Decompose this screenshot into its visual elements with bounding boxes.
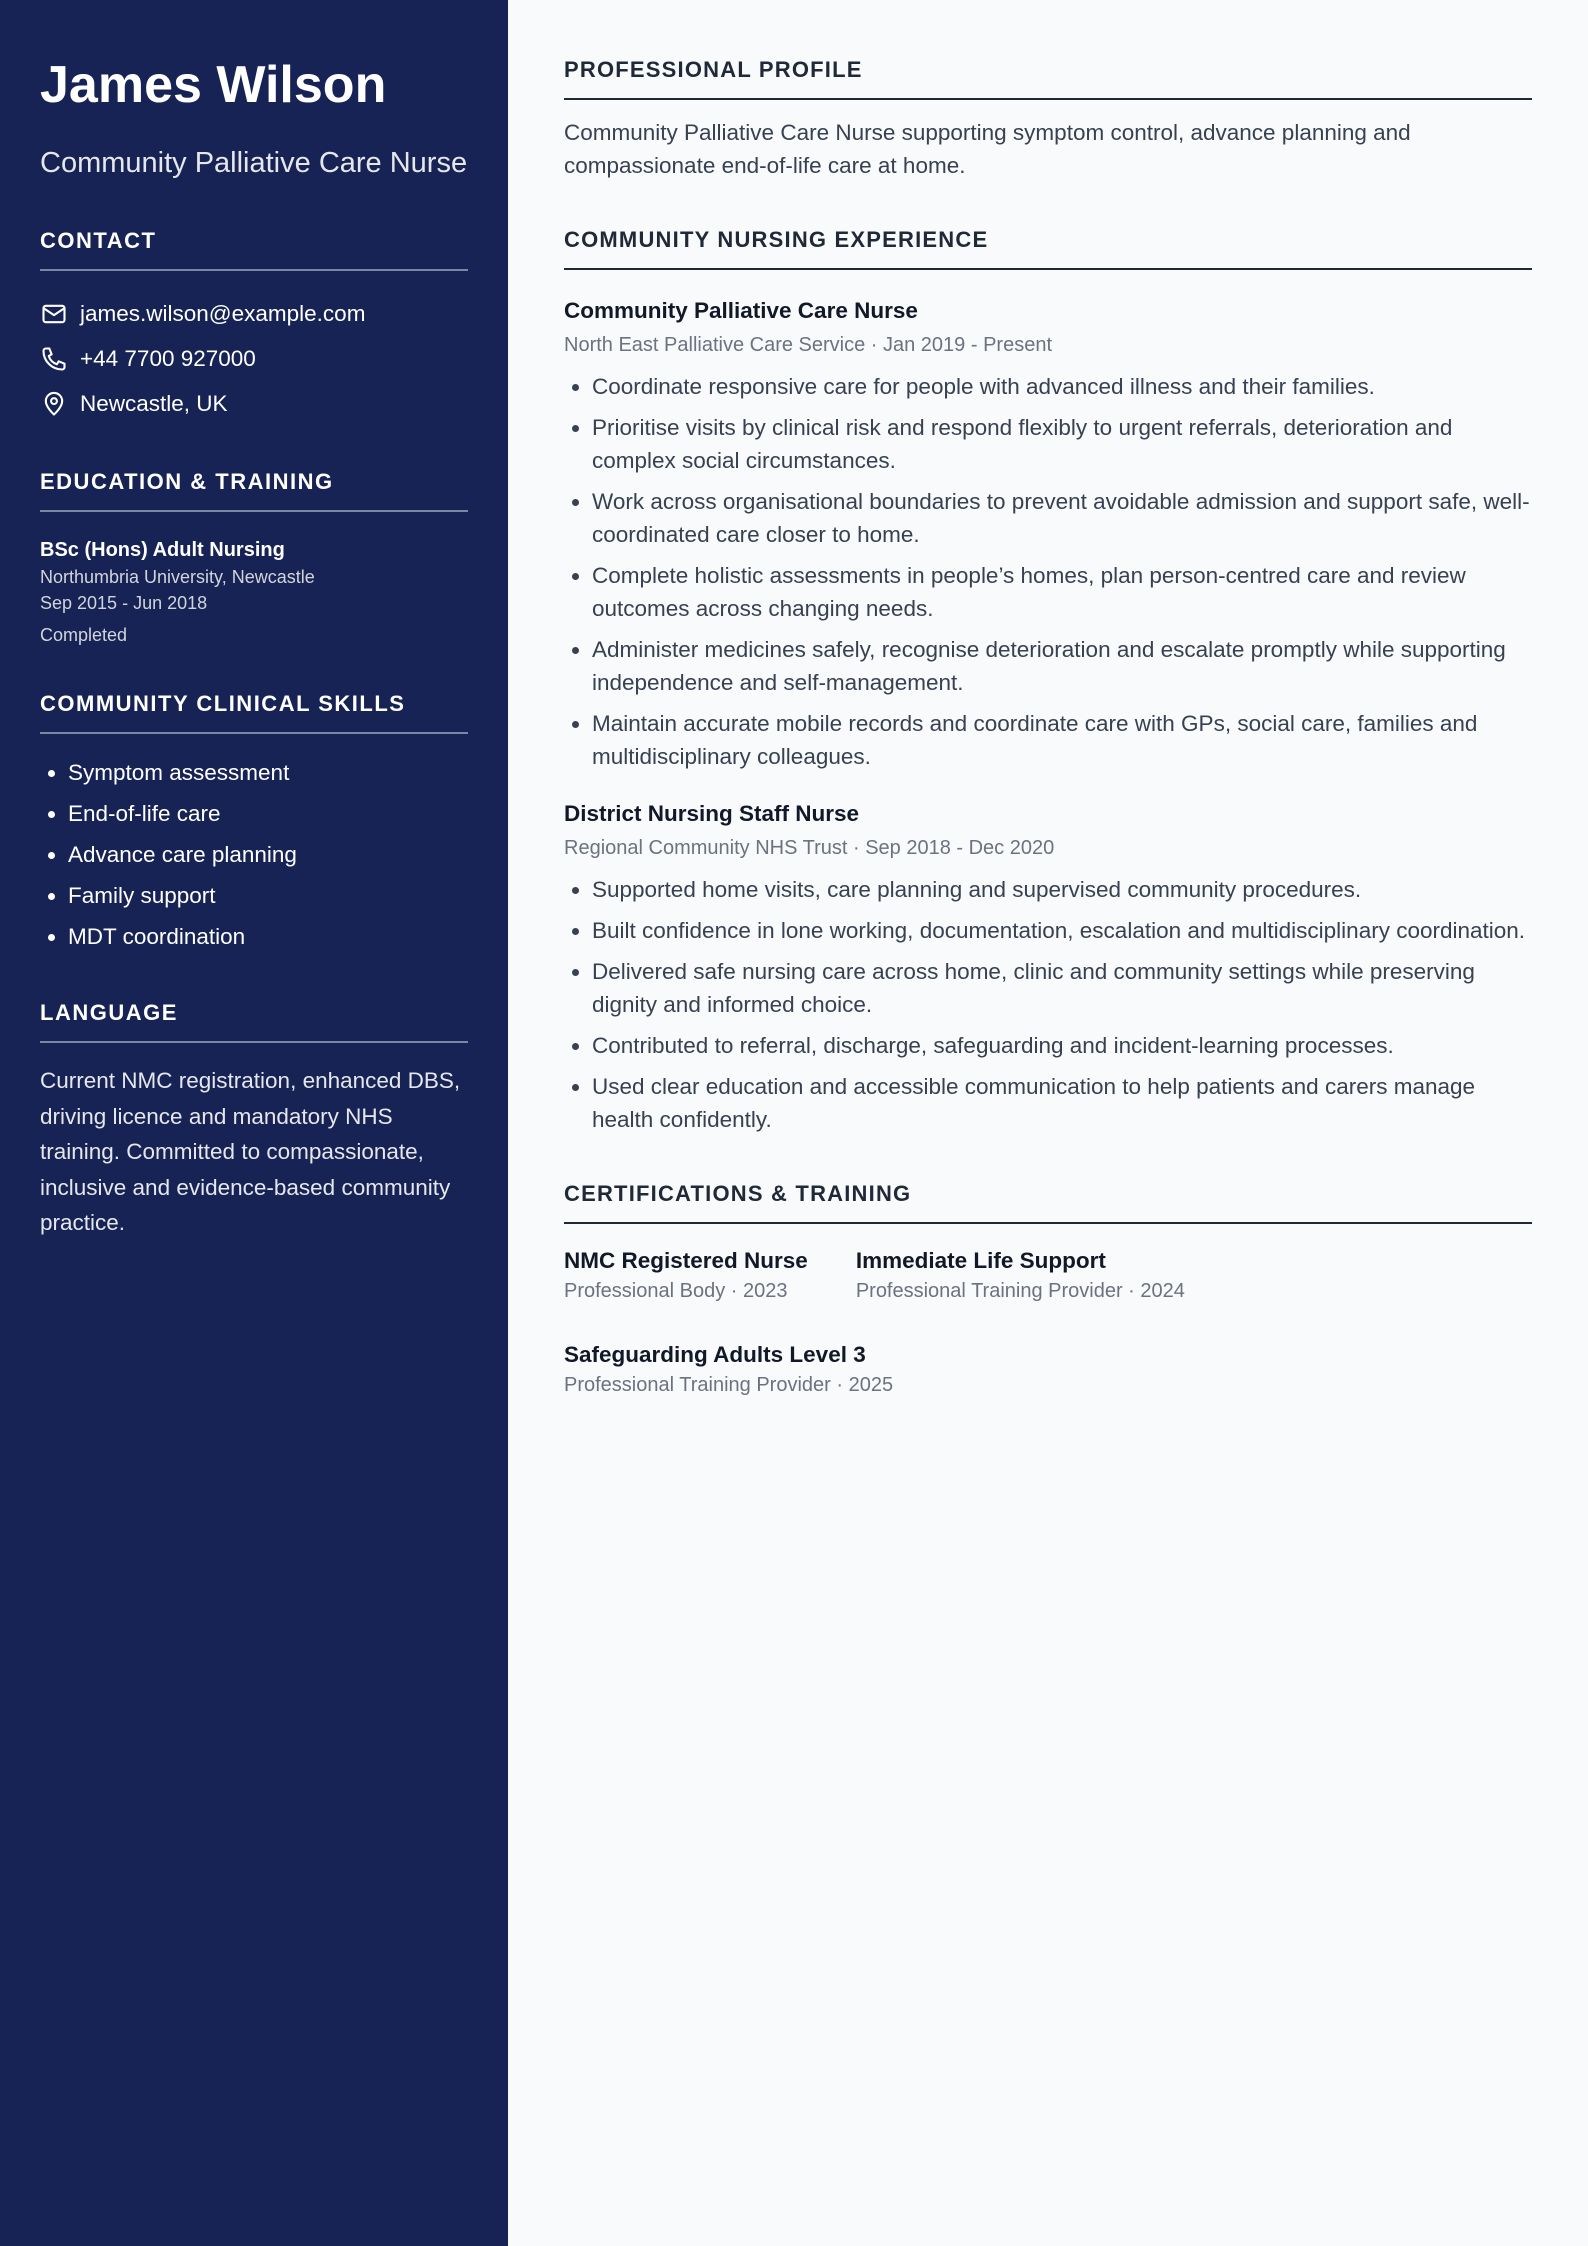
- contact-list: [40, 291, 468, 426]
- certifications-heading: CERTIFICATIONS & TRAINING: [564, 1180, 1532, 1224]
- main-content: [508, 0, 1588, 2246]
- skill-item: • Family support: [68, 875, 468, 916]
- phone-icon: [40, 345, 68, 373]
- certification-meta: Professional Training Provider · 2025: [564, 1374, 894, 1396]
- skills-list: [40, 752, 468, 957]
- job-bullets: [564, 370, 1532, 773]
- candidate-name: James Wilson: [40, 56, 387, 114]
- certification-name: Immediate Life Support: [855, 1248, 1106, 1273]
- education-institution: Northumbria University, Newcastle: [40, 567, 315, 587]
- certifications-list: [564, 1246, 1532, 1434]
- certification-item: [564, 1340, 893, 1400]
- certification-item: [564, 1246, 808, 1306]
- location-text: Newcastle, UK: [80, 390, 228, 416]
- certification-meta: Professional Body · 2023: [564, 1280, 788, 1302]
- skill-item: • Advance care planning: [68, 834, 468, 875]
- sidebar: [0, 0, 508, 2246]
- contact-heading: CONTACT: [40, 227, 468, 271]
- job-bullets: [564, 873, 1532, 1136]
- job-bullet: • Built confidence in lone working, documentation, escalation and multidisciplinary coordination.: [592, 914, 1532, 947]
- profile-heading: PROFESSIONAL PROFILE: [564, 56, 1532, 100]
- certification-name: NMC Registered Nurse: [564, 1248, 808, 1273]
- job-role: Community Palliative Care Nurse: [564, 298, 918, 323]
- job-meta: North East Palliative Care Service · Jan 2019 - Present: [564, 334, 1052, 356]
- location-pin-icon: [40, 390, 68, 418]
- education-heading: EDUCATION & TRAINING: [40, 468, 468, 512]
- skill-item: • MDT coordination: [68, 916, 468, 957]
- job-bullet: • Prioritise visits by clinical risk and respond flexibly to urgent referrals, deterioration and complex social circumstances.: [592, 411, 1532, 477]
- email-text: james.wilson@example.com: [80, 300, 366, 326]
- job-role: District Nursing Staff Nurse: [564, 801, 860, 826]
- skill-item: • Symptom assessment: [68, 752, 468, 793]
- profile-summary: Community Palliative Care Nurse supporting symptom control, advance planning and compassionate end-of-life care at home.: [564, 120, 1411, 178]
- contact-email[interactable]: [40, 291, 468, 336]
- mail-icon: [40, 300, 68, 328]
- job-entry: [564, 296, 1532, 773]
- job-bullet: • Administer medicines safely, recognise deterioration and escalate promptly while supporting independence and self-management.: [592, 633, 1532, 699]
- job-bullet: • Complete holistic assessments in people’s homes, plan person-centred care and review outcomes across changing needs.: [592, 559, 1532, 625]
- education-dates: Sep 2015 - Jun 2018: [40, 593, 208, 613]
- education-status: Completed: [40, 625, 128, 645]
- skill-item: • End-of-life care: [68, 793, 468, 834]
- job-entry: [564, 799, 1532, 1136]
- job-bullet: • Used clear education and accessible communication to help patients and carers manage health confidently.: [592, 1070, 1532, 1136]
- job-bullet: • Coordinate responsive care for people with advanced illness and their families.: [592, 370, 1532, 403]
- job-bullet: • Supported home visits, care planning and supervised community procedures.: [592, 873, 1532, 906]
- candidate-title: Community Palliative Care Nurse: [40, 147, 468, 179]
- certification-item: [856, 1246, 1185, 1306]
- certification-meta: Professional Training Provider · 2024: [855, 1280, 1185, 1302]
- skills-heading: COMMUNITY CLINICAL SKILLS: [40, 690, 468, 734]
- language-text: Current NMC registration, enhanced DBS, driving licence and mandatory NHS training. Committed to compassionate, inclusive and evidence-based community practice.: [40, 1068, 461, 1235]
- contact-location: [40, 381, 468, 426]
- experience-heading: COMMUNITY NURSING EXPERIENCE: [564, 226, 1532, 270]
- education-degree: BSc (Hons) Adult Nursing: [40, 539, 285, 561]
- phone-text: +44 7700 927000: [80, 345, 256, 371]
- job-bullet: • Maintain accurate mobile records and coordinate care with GPs, social care, families and multidisciplinary colleagues.: [592, 707, 1532, 773]
- language-heading: LANGUAGE: [40, 999, 468, 1043]
- job-bullet: • Work across organisational boundaries to prevent avoidable admission and support safe, well-coordinated care closer to home.: [592, 485, 1532, 551]
- job-bullet: • Delivered safe nursing care across home, clinic and community settings while preserving dignity and informed choice.: [592, 955, 1532, 1021]
- certification-name: Safeguarding Adults Level 3: [564, 1342, 866, 1367]
- job-bullet: • Contributed to referral, discharge, safeguarding and incident-learning processes.: [592, 1029, 1532, 1062]
- contact-phone[interactable]: [40, 336, 468, 381]
- job-meta: Regional Community NHS Trust · Sep 2018 - Dec 2020: [564, 837, 1055, 859]
